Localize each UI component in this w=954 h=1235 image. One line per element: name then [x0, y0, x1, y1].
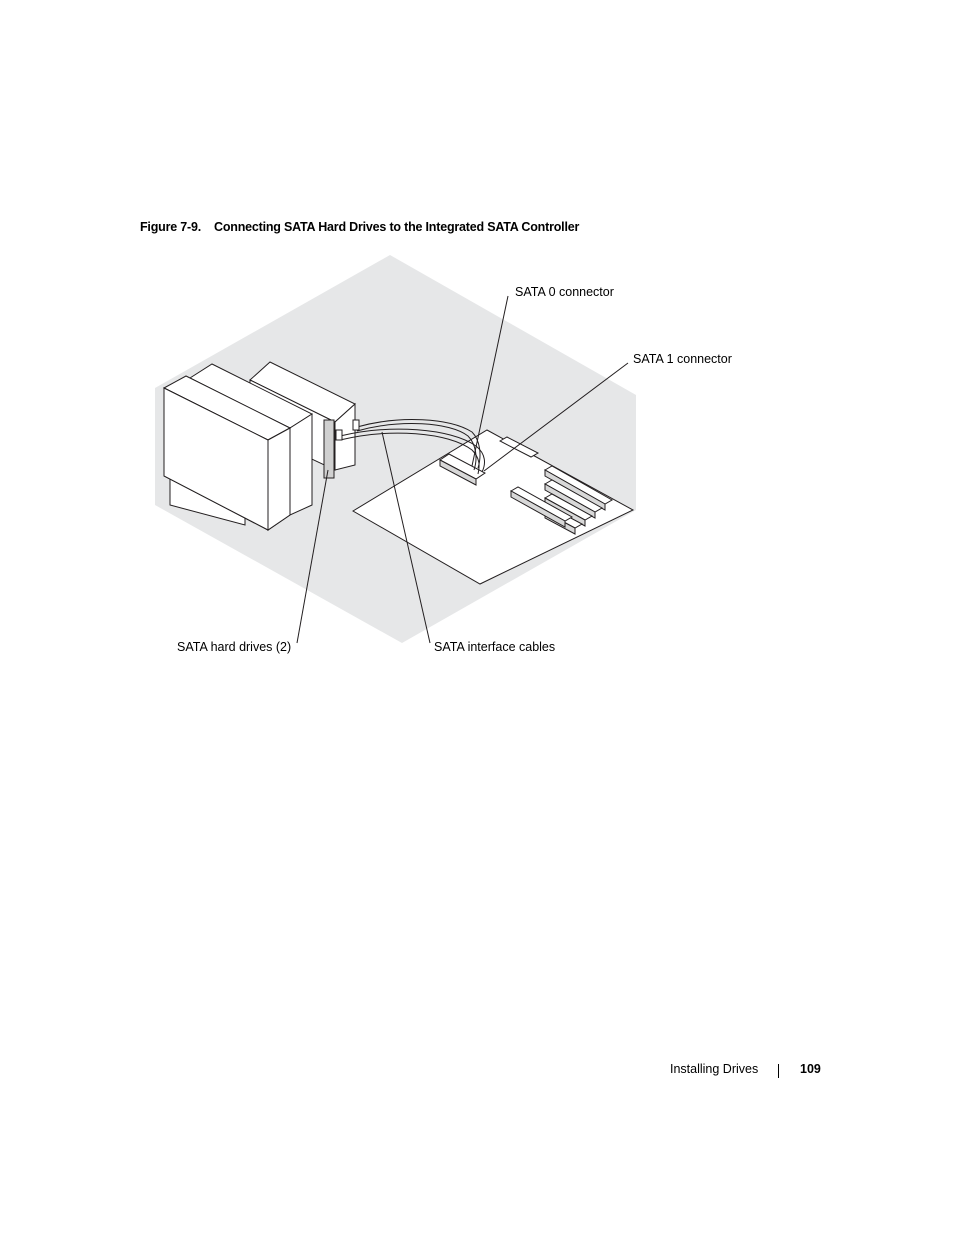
figure-number: Figure 7-9.: [140, 220, 202, 234]
footer-section-title: Installing Drives: [670, 1062, 759, 1076]
figure-title: Connecting SATA Hard Drives to the Integrated SATA Controller: [214, 220, 580, 234]
callout-sata-hard-drives: SATA hard drives (2): [177, 640, 292, 654]
page-number: 109: [800, 1062, 821, 1076]
callout-sata0-connector: SATA 0 connector: [515, 285, 614, 299]
callout-sata1-connector: SATA 1 connector: [633, 352, 732, 366]
footer-separator: [778, 1064, 779, 1078]
callout-sata-interface-cables: SATA interface cables: [434, 640, 556, 654]
